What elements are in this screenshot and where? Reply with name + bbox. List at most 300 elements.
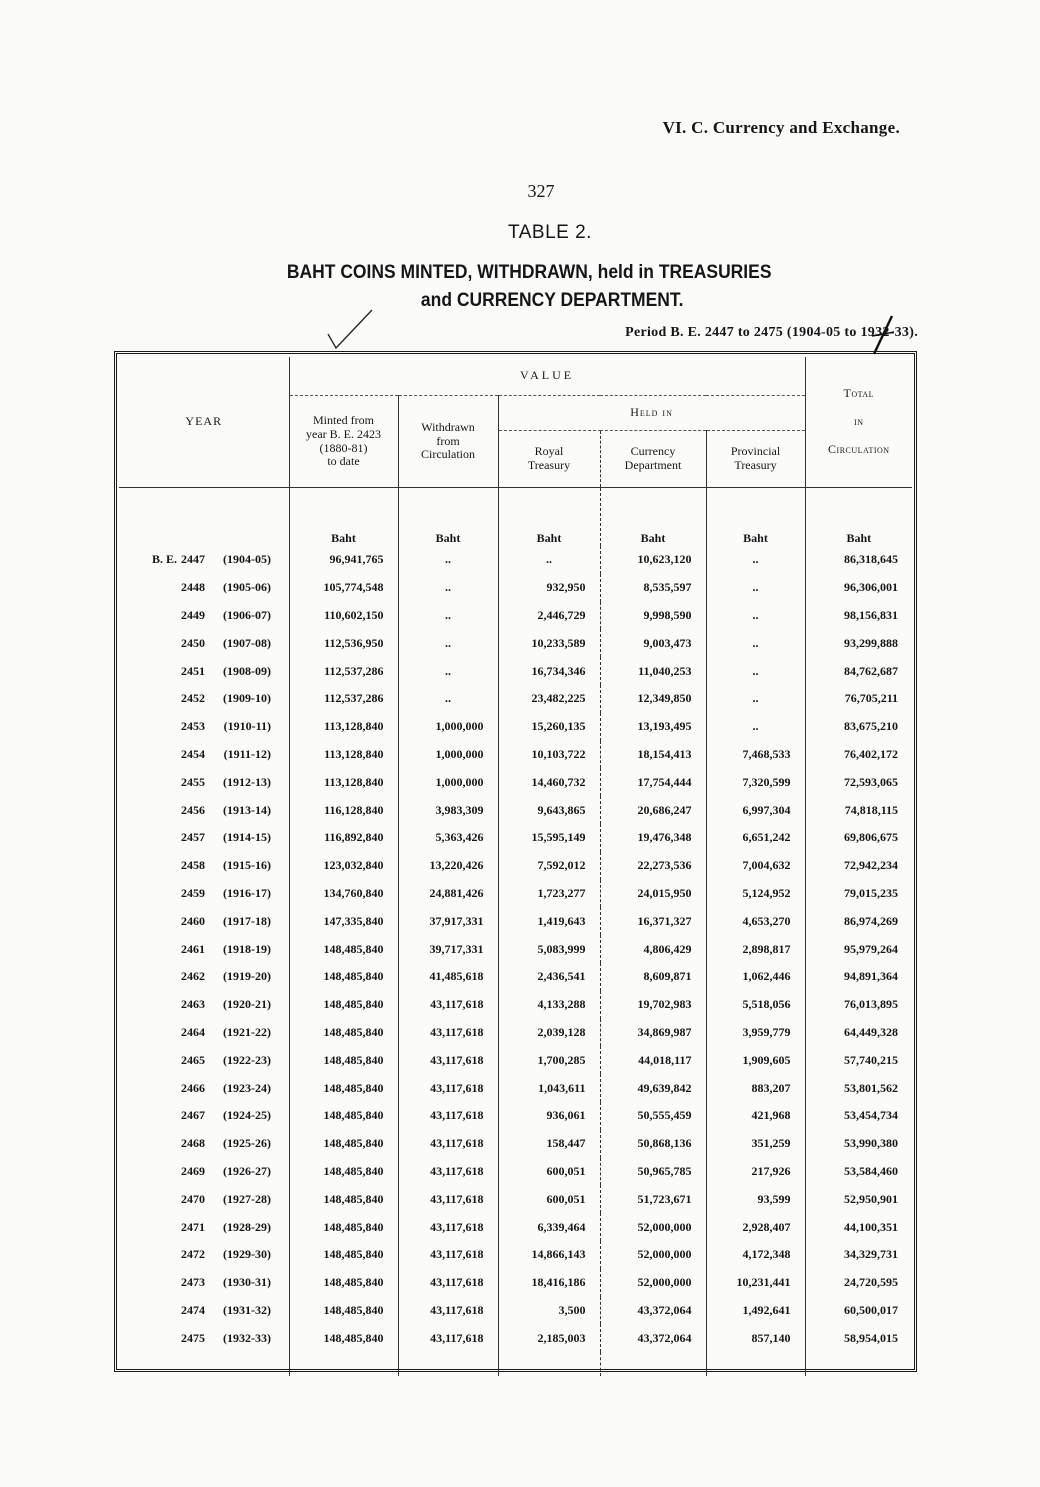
table-row xyxy=(119,574,912,602)
unit-cell-year xyxy=(119,488,289,547)
year-ce: (1911-12) xyxy=(223,746,271,761)
table-row xyxy=(119,713,912,741)
minted-cell: 113,128,840 xyxy=(289,768,398,796)
handwritten-slash-mark xyxy=(868,314,898,356)
year-be: 2466 xyxy=(181,1080,205,1095)
year-be: 2449 xyxy=(181,607,205,622)
minted-cell: 116,892,840 xyxy=(289,824,398,852)
provincial-cell: .. xyxy=(706,685,805,713)
currency-cell: 8,535,597 xyxy=(600,574,706,602)
withdrawn-line-2: from xyxy=(436,433,460,448)
provincial-cell: 217,926 xyxy=(706,1158,805,1186)
year-ce: (1928-29) xyxy=(223,1219,271,1234)
col-header-minted xyxy=(289,396,398,488)
minted-cell: 110,602,150 xyxy=(289,602,398,630)
unit-row xyxy=(119,488,912,547)
withdrawn-line-1: Withdrawn xyxy=(421,419,475,434)
year-cell xyxy=(119,1185,289,1213)
year-ce: (1921-22) xyxy=(223,1024,271,1039)
minted-cell: 134,760,840 xyxy=(289,880,398,908)
withdrawn-cell: 13,220,426 xyxy=(398,852,498,880)
year-ce: (1904-05) xyxy=(223,552,271,567)
royal-cell: .. xyxy=(498,546,600,574)
total-cell: 58,954,015 xyxy=(844,1330,899,1345)
year-ce: (1932-33) xyxy=(223,1330,271,1345)
royal-cell: 9,643,865 xyxy=(498,796,600,824)
minted-cell: 148,485,840 xyxy=(289,991,398,1019)
currency-cell: 34,869,987 xyxy=(600,1019,706,1047)
tail-cell xyxy=(498,1352,600,1376)
year-ce: (1916-17) xyxy=(223,885,271,900)
withdrawn-cell: .. xyxy=(398,629,498,657)
withdrawn-cell: .. xyxy=(398,685,498,713)
period-line: Period B. E. 2447 to 2475 (1904-05 to 1932-33). xyxy=(625,325,918,340)
col-header-held-in: Held in xyxy=(498,396,805,431)
year-cell xyxy=(119,1102,289,1130)
table-row xyxy=(119,1297,912,1325)
minted-cell: 113,128,840 xyxy=(289,741,398,769)
total-cell: 60,500,017 xyxy=(844,1302,899,1317)
table-row xyxy=(119,1185,912,1213)
year-cell xyxy=(119,657,289,685)
withdrawn-cell: 39,717,331 xyxy=(398,935,498,963)
provincial-cell: 2,898,817 xyxy=(706,935,805,963)
withdrawn-cell: 43,117,618 xyxy=(398,1019,498,1047)
currency-cell: 44,018,117 xyxy=(600,1046,706,1074)
table-row xyxy=(119,629,912,657)
withdrawn-cell: 5,363,426 xyxy=(398,824,498,852)
year-be: 2472 xyxy=(181,1247,205,1262)
table-row xyxy=(119,1213,912,1241)
currency-cell: 19,702,983 xyxy=(600,991,706,1019)
year-cell xyxy=(119,935,289,963)
year-be: 2458 xyxy=(181,858,205,873)
year-ce: (1920-21) xyxy=(223,997,271,1012)
total-cell: 52,950,901 xyxy=(844,1191,899,1206)
year-cell xyxy=(119,880,289,908)
year-cell xyxy=(119,907,289,935)
table-row xyxy=(119,657,912,685)
currency-cell: 17,754,444 xyxy=(600,768,706,796)
year-cell xyxy=(119,768,289,796)
year-ce: (1923-24) xyxy=(223,1080,271,1095)
year-ce: (1914-15) xyxy=(223,830,271,845)
provincial-line-2: Treasury xyxy=(734,458,777,472)
table-row xyxy=(119,824,912,852)
table-row xyxy=(119,991,912,1019)
unit-cell: Baht xyxy=(846,531,872,545)
currency-line-1: Currency xyxy=(630,444,676,459)
unit-cell: Baht xyxy=(600,488,706,547)
minted-cell: 96,941,765 xyxy=(289,546,398,574)
year-be: 2453 xyxy=(181,719,205,734)
minted-cell: 147,335,840 xyxy=(289,907,398,935)
year-ce: (1926-27) xyxy=(223,1163,271,1178)
royal-cell: 932,950 xyxy=(498,574,600,602)
currency-cell: 52,000,000 xyxy=(600,1213,706,1241)
currency-cell: 22,273,536 xyxy=(600,852,706,880)
royal-cell: 2,039,128 xyxy=(498,1019,600,1047)
provincial-cell: 6,651,242 xyxy=(706,824,805,852)
provincial-cell: 1,492,641 xyxy=(706,1297,805,1325)
year-cell xyxy=(119,1324,289,1352)
minted-cell: 112,537,286 xyxy=(289,685,398,713)
minted-cell: 148,485,840 xyxy=(289,1185,398,1213)
table-row xyxy=(119,741,912,769)
royal-cell: 2,185,003 xyxy=(498,1324,600,1352)
year-be: 2474 xyxy=(181,1302,205,1317)
year-be: 2462 xyxy=(181,969,205,984)
col-header-currency-department xyxy=(600,431,706,488)
year-ce: (1922-23) xyxy=(223,1052,271,1067)
year-cell xyxy=(119,574,289,602)
year-be: 2461 xyxy=(181,941,205,956)
table-row xyxy=(119,685,912,713)
minted-cell: 148,485,840 xyxy=(289,1297,398,1325)
currency-cell: 51,723,671 xyxy=(600,1185,706,1213)
year-be: 2451 xyxy=(181,663,205,678)
minted-cell: 148,485,840 xyxy=(289,1130,398,1158)
withdrawn-cell: 1,000,000 xyxy=(398,741,498,769)
year-be: 2448 xyxy=(181,580,205,595)
total-cell: 64,449,328 xyxy=(844,1024,899,1039)
col-header-withdrawn xyxy=(398,396,498,488)
minted-cell: 148,485,840 xyxy=(289,1269,398,1297)
currency-cell: 13,193,495 xyxy=(600,713,706,741)
year-ce: (1917-18) xyxy=(223,913,271,928)
col-header-value: VALUE xyxy=(289,357,805,396)
table-row xyxy=(119,768,912,796)
provincial-cell: 351,259 xyxy=(706,1130,805,1158)
royal-cell: 23,482,225 xyxy=(498,685,600,713)
currency-cell: 18,154,413 xyxy=(600,741,706,769)
withdrawn-cell: 43,117,618 xyxy=(398,1241,498,1269)
year-ce: (1927-28) xyxy=(223,1191,271,1206)
year-cell xyxy=(119,629,289,657)
total-cell: 76,402,172 xyxy=(844,746,899,761)
provincial-cell: .. xyxy=(706,629,805,657)
minted-cell: 148,485,840 xyxy=(289,1158,398,1186)
withdrawn-cell: 43,117,618 xyxy=(398,1213,498,1241)
minted-cell: 123,032,840 xyxy=(289,852,398,880)
year-ce: (1907-08) xyxy=(223,635,271,650)
currency-cell: 50,555,459 xyxy=(600,1102,706,1130)
tail-cell xyxy=(706,1352,805,1376)
year-be: 2457 xyxy=(181,830,205,845)
currency-line-2: Department xyxy=(624,458,682,472)
royal-cell: 2,436,541 xyxy=(498,963,600,991)
currency-cell: 43,372,064 xyxy=(600,1297,706,1325)
royal-cell: 5,083,999 xyxy=(498,935,600,963)
table-row xyxy=(119,1158,912,1186)
total-cell: 24,720,595 xyxy=(844,1275,899,1290)
provincial-cell: 3,959,779 xyxy=(706,1019,805,1047)
withdrawn-cell: 43,117,618 xyxy=(398,1158,498,1186)
minted-cell: 116,128,840 xyxy=(289,796,398,824)
year-be: 2465 xyxy=(181,1052,205,1067)
provincial-cell: 2,928,407 xyxy=(706,1213,805,1241)
withdrawn-cell: 43,117,618 xyxy=(398,1269,498,1297)
royal-cell: 6,339,464 xyxy=(498,1213,600,1241)
currency-cell: 9,998,590 xyxy=(600,602,706,630)
royal-cell: 1,043,611 xyxy=(498,1074,600,1102)
year-be: 2452 xyxy=(181,691,205,706)
year-be: 2464 xyxy=(181,1024,205,1039)
provincial-cell: 7,468,533 xyxy=(706,741,805,769)
currency-cell: 20,686,247 xyxy=(600,796,706,824)
table-row xyxy=(119,1074,912,1102)
provincial-cell: .. xyxy=(706,602,805,630)
unit-cell: Baht xyxy=(498,488,600,547)
withdrawn-cell: 24,881,426 xyxy=(398,880,498,908)
currency-cell: 49,639,842 xyxy=(600,1074,706,1102)
tail-cell xyxy=(600,1352,706,1376)
provincial-cell: .. xyxy=(706,713,805,741)
royal-cell: 18,416,186 xyxy=(498,1269,600,1297)
royal-cell: 15,595,149 xyxy=(498,824,600,852)
table-row xyxy=(119,602,912,630)
royal-cell: 14,460,732 xyxy=(498,768,600,796)
currency-cell: 52,000,000 xyxy=(600,1241,706,1269)
royal-cell: 3,500 xyxy=(498,1297,600,1325)
col-header-total xyxy=(805,357,912,488)
royal-cell: 600,051 xyxy=(498,1185,600,1213)
withdrawn-cell: 1,000,000 xyxy=(398,713,498,741)
tail-cell xyxy=(119,1352,289,1376)
royal-cell: 7,592,012 xyxy=(498,852,600,880)
withdrawn-cell: 43,117,618 xyxy=(398,1297,498,1325)
table-row xyxy=(119,880,912,908)
table-row xyxy=(119,546,912,574)
royal-cell: 14,866,143 xyxy=(498,1241,600,1269)
withdrawn-line-3: Circulation xyxy=(421,447,475,462)
year-ce: (1919-20) xyxy=(223,969,271,984)
provincial-cell: 883,207 xyxy=(706,1074,805,1102)
provincial-cell: 10,231,441 xyxy=(706,1269,805,1297)
currency-cell: 11,040,253 xyxy=(600,657,706,685)
total-cell: 86,974,269 xyxy=(844,913,899,928)
currency-cell: 52,000,000 xyxy=(600,1269,706,1297)
handwritten-check-mark xyxy=(326,306,376,352)
withdrawn-cell: 43,117,618 xyxy=(398,991,498,1019)
minted-cell: 148,485,840 xyxy=(289,1213,398,1241)
withdrawn-cell: .. xyxy=(398,602,498,630)
minted-line-4: to date xyxy=(327,454,360,469)
total-cell: 53,454,734 xyxy=(844,1108,899,1123)
currency-cell: 4,806,429 xyxy=(600,935,706,963)
year-be: 2447 xyxy=(181,552,205,567)
provincial-cell: 5,124,952 xyxy=(706,880,805,908)
provincial-cell: .. xyxy=(706,574,805,602)
total-line-3: Circulation xyxy=(828,441,890,456)
minted-cell: 148,485,840 xyxy=(289,1241,398,1269)
table-row xyxy=(119,1046,912,1074)
year-ce: (1930-31) xyxy=(223,1275,271,1290)
withdrawn-cell: .. xyxy=(398,657,498,685)
royal-cell: 4,133,288 xyxy=(498,991,600,1019)
currency-cell: 24,015,950 xyxy=(600,880,706,908)
table-title-line-1: BAHT COINS MINTED, WITHDRAWN, held in TREASURIES xyxy=(286,262,772,283)
year-be: 2455 xyxy=(181,774,205,789)
withdrawn-cell: 43,117,618 xyxy=(398,1130,498,1158)
withdrawn-cell: 1,000,000 xyxy=(398,768,498,796)
table-row xyxy=(119,796,912,824)
year-ce: (1925-26) xyxy=(223,1136,271,1151)
year-cell xyxy=(119,713,289,741)
withdrawn-cell: 43,117,618 xyxy=(398,1324,498,1352)
year-cell xyxy=(119,963,289,991)
royal-cell: 1,700,285 xyxy=(498,1046,600,1074)
currency-cell: 19,476,348 xyxy=(600,824,706,852)
total-cell: 53,584,460 xyxy=(844,1163,899,1178)
year-cell xyxy=(119,1019,289,1047)
royal-line-1: Royal xyxy=(534,444,564,459)
withdrawn-cell: 43,117,618 xyxy=(398,1102,498,1130)
year-cell xyxy=(119,796,289,824)
year-ce: (1915-16) xyxy=(223,858,271,873)
table-tail-row xyxy=(119,1352,912,1376)
total-cell: 94,891,364 xyxy=(844,969,899,984)
royal-cell: 936,061 xyxy=(498,1102,600,1130)
tail-cell xyxy=(805,1352,912,1376)
year-be: 2459 xyxy=(181,885,205,900)
year-cell xyxy=(119,1297,289,1325)
withdrawn-cell: 41,485,618 xyxy=(398,963,498,991)
unit-cell: Baht xyxy=(706,488,805,547)
table-title-line-2: and CURRENCY DEPARTMENT. xyxy=(420,290,684,311)
table-row xyxy=(119,1019,912,1047)
royal-cell: 1,419,643 xyxy=(498,907,600,935)
year-cell xyxy=(119,1241,289,1269)
year-cell xyxy=(119,546,289,574)
total-cell: 72,942,234 xyxy=(844,858,899,873)
royal-cell: 158,447 xyxy=(498,1130,600,1158)
year-be: 2469 xyxy=(181,1163,205,1178)
running-head: VI. C. Currency and Exchange. xyxy=(662,118,900,137)
provincial-cell: 93,599 xyxy=(706,1185,805,1213)
year-cell xyxy=(119,602,289,630)
col-header-provincial-treasury xyxy=(706,431,805,488)
provincial-cell: 1,909,605 xyxy=(706,1046,805,1074)
year-ce: (1918-19) xyxy=(223,941,271,956)
year-be: 2467 xyxy=(181,1108,205,1123)
year-ce: (1931-32) xyxy=(223,1302,271,1317)
total-cell: 76,705,211 xyxy=(844,691,899,706)
provincial-cell: 421,968 xyxy=(706,1102,805,1130)
currency-cell: 50,965,785 xyxy=(600,1158,706,1186)
year-cell xyxy=(119,1074,289,1102)
total-cell: 98,156,831 xyxy=(844,607,899,622)
year-ce: (1908-09) xyxy=(223,663,271,678)
table-row xyxy=(119,1241,912,1269)
year-ce: (1913-14) xyxy=(223,802,271,817)
currency-cell: 9,003,473 xyxy=(600,629,706,657)
minted-line-3: (1880-81) xyxy=(319,440,368,455)
total-cell: 69,806,675 xyxy=(844,830,899,845)
minted-line-2: year B. E. 2423 xyxy=(306,426,381,441)
provincial-line-1: Provincial xyxy=(730,444,781,459)
total-cell: 86,318,645 xyxy=(844,552,899,567)
total-cell: 84,762,687 xyxy=(844,663,899,678)
royal-cell: 15,260,135 xyxy=(498,713,600,741)
year-be: 2471 xyxy=(181,1219,205,1234)
total-cell: 93,299,888 xyxy=(844,635,899,650)
year-be: 2463 xyxy=(181,997,205,1012)
year-be: 2468 xyxy=(181,1136,205,1151)
total-cell: 96,306,001 xyxy=(844,580,899,595)
minted-cell: 148,485,840 xyxy=(289,935,398,963)
year-be: 2475 xyxy=(181,1330,205,1345)
withdrawn-cell: .. xyxy=(398,546,498,574)
year-be: 2456 xyxy=(181,802,205,817)
year-be: 2454 xyxy=(181,746,205,761)
minted-cell: 148,485,840 xyxy=(289,1102,398,1130)
total-cell: 95,979,264 xyxy=(844,941,899,956)
provincial-cell: 6,997,304 xyxy=(706,796,805,824)
year-be: 2473 xyxy=(181,1275,205,1290)
year-cell xyxy=(119,1158,289,1186)
minted-cell: 148,485,840 xyxy=(289,1019,398,1047)
minted-line-1: Minted from xyxy=(313,412,374,427)
table-row xyxy=(119,1324,912,1352)
total-cell: 44,100,351 xyxy=(844,1219,899,1234)
withdrawn-cell: 3,983,309 xyxy=(398,796,498,824)
year-ce: (1906-07) xyxy=(223,607,271,622)
provincial-cell: 1,062,446 xyxy=(706,963,805,991)
minted-cell: 148,485,840 xyxy=(289,1046,398,1074)
withdrawn-cell: 37,917,331 xyxy=(398,907,498,935)
year-cell xyxy=(119,1130,289,1158)
year-cell xyxy=(119,991,289,1019)
minted-cell: 113,128,840 xyxy=(289,713,398,741)
currency-cell: 8,609,871 xyxy=(600,963,706,991)
currency-cell: 43,372,064 xyxy=(600,1324,706,1352)
total-cell: 74,818,115 xyxy=(844,802,899,817)
total-cell: 53,990,380 xyxy=(844,1136,899,1151)
year-cell xyxy=(119,685,289,713)
table-row xyxy=(119,1102,912,1130)
year-ce: (1912-13) xyxy=(223,774,271,789)
provincial-cell: .. xyxy=(706,657,805,685)
provincial-cell: 7,320,599 xyxy=(706,768,805,796)
withdrawn-cell: 43,117,618 xyxy=(398,1046,498,1074)
year-cell xyxy=(119,852,289,880)
year-be: 2450 xyxy=(181,635,205,650)
page-number: 327 xyxy=(527,181,555,201)
provincial-cell: 4,172,348 xyxy=(706,1241,805,1269)
year-cell xyxy=(119,1213,289,1241)
total-cell: 57,740,215 xyxy=(844,1052,899,1067)
total-cell: 53,801,562 xyxy=(844,1080,899,1095)
year-cell xyxy=(119,741,289,769)
table-row xyxy=(119,907,912,935)
table-row xyxy=(119,935,912,963)
provincial-cell: .. xyxy=(706,546,805,574)
royal-cell: 16,734,346 xyxy=(498,657,600,685)
currency-cell: 16,371,327 xyxy=(600,907,706,935)
total-line-1: Total xyxy=(843,386,875,401)
year-ce: (1910-11) xyxy=(223,719,271,734)
year-ce: (1924-25) xyxy=(223,1108,271,1123)
provincial-cell: 5,518,056 xyxy=(706,991,805,1019)
unit-cell: Baht xyxy=(398,488,498,547)
year-ce: (1909-10) xyxy=(223,691,271,706)
total-cell: 83,675,210 xyxy=(844,719,899,734)
year-be: 2460 xyxy=(181,913,205,928)
year-cell xyxy=(119,1046,289,1074)
table-label: TABLE 2. xyxy=(508,222,592,243)
currency-cell: 10,623,120 xyxy=(600,546,706,574)
